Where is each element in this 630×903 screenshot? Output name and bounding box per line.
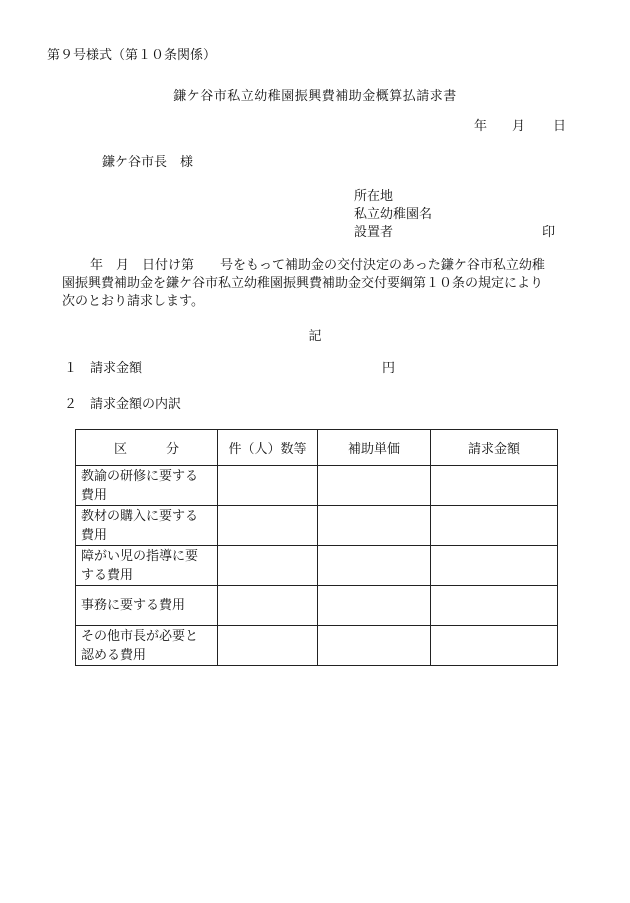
header-request-amount: 請求金額	[431, 430, 558, 466]
document-title: 鎌ケ谷市私立幼稚園振興費補助金概算払請求書	[173, 89, 457, 104]
unit-price-cell[interactable]	[318, 626, 431, 666]
row-category-line: 認める費用	[81, 647, 147, 663]
row-category-line: する費用	[81, 567, 134, 583]
item1-yen-unit: 円	[382, 361, 396, 376]
row-category	[76, 506, 218, 546]
count-cell[interactable]	[218, 466, 318, 506]
date-day-label: 日	[553, 119, 567, 134]
body-text-line: 年 月 日付け第 号をもって補助金の交付決定のあった鎌ケ谷市私立幼稚	[90, 258, 545, 273]
count-cell[interactable]	[218, 506, 318, 546]
body-text-line: 園振興費補助金を鎌ケ谷市私立幼稚園振興費補助金交付要綱第１０条の規定により	[62, 276, 544, 291]
header-category: 区 分	[76, 430, 218, 466]
row-category	[76, 466, 218, 506]
table-row	[76, 466, 558, 506]
unit-price-cell[interactable]	[318, 466, 431, 506]
amount-cell[interactable]	[431, 506, 558, 546]
table-row	[76, 506, 558, 546]
row-category-line: その他市長が必要と	[81, 628, 199, 644]
unit-price-cell[interactable]	[318, 506, 431, 546]
header-count: 件（人）数等	[218, 430, 318, 466]
item2-breakdown-label: ２ 請求金額の内訳	[64, 397, 182, 412]
count-cell[interactable]	[218, 626, 318, 666]
body-text-line: 次のとおり請求します。	[62, 294, 204, 309]
breakdown-table	[75, 429, 558, 666]
ki-heading: 記	[308, 329, 322, 344]
table-header-row	[76, 430, 558, 466]
row-category-line: 費用	[81, 487, 108, 503]
applicant-address-label: 所在地	[354, 189, 394, 204]
date-year-label: 年	[474, 119, 488, 134]
applicant-founder-label: 設置者	[354, 225, 394, 240]
form-number: 第９号様式（第１０条関係）	[47, 48, 217, 63]
seal-mark: 印	[542, 225, 556, 240]
row-category	[76, 546, 218, 586]
amount-cell[interactable]	[431, 466, 558, 506]
addressee: 鎌ケ谷市長 様	[102, 155, 194, 170]
row-category-line: 事務に要する費用	[81, 598, 186, 613]
table-row	[76, 626, 558, 666]
table-row	[76, 586, 558, 626]
amount-cell[interactable]	[431, 586, 558, 626]
unit-price-cell[interactable]	[318, 586, 431, 626]
count-cell[interactable]	[218, 546, 318, 586]
header-unit-price: 補助単価	[318, 430, 431, 466]
row-category-line: 費用	[81, 527, 108, 543]
row-category-line: 教材の購入に要する	[81, 508, 199, 524]
date-month-label: 月	[512, 119, 526, 134]
unit-price-cell[interactable]	[318, 546, 431, 586]
count-cell[interactable]	[218, 586, 318, 626]
row-category	[76, 586, 218, 626]
amount-cell[interactable]	[431, 626, 558, 666]
amount-cell[interactable]	[431, 546, 558, 586]
applicant-kindergarten-label: 私立幼稚園名	[354, 207, 433, 222]
item1-request-amount-label: １ 請求金額	[64, 361, 143, 376]
row-category-line: 障がい児の指導に要	[81, 548, 199, 564]
table-row	[76, 546, 558, 586]
row-category	[76, 626, 218, 666]
row-category-line: 教諭の研修に要する	[81, 468, 199, 484]
